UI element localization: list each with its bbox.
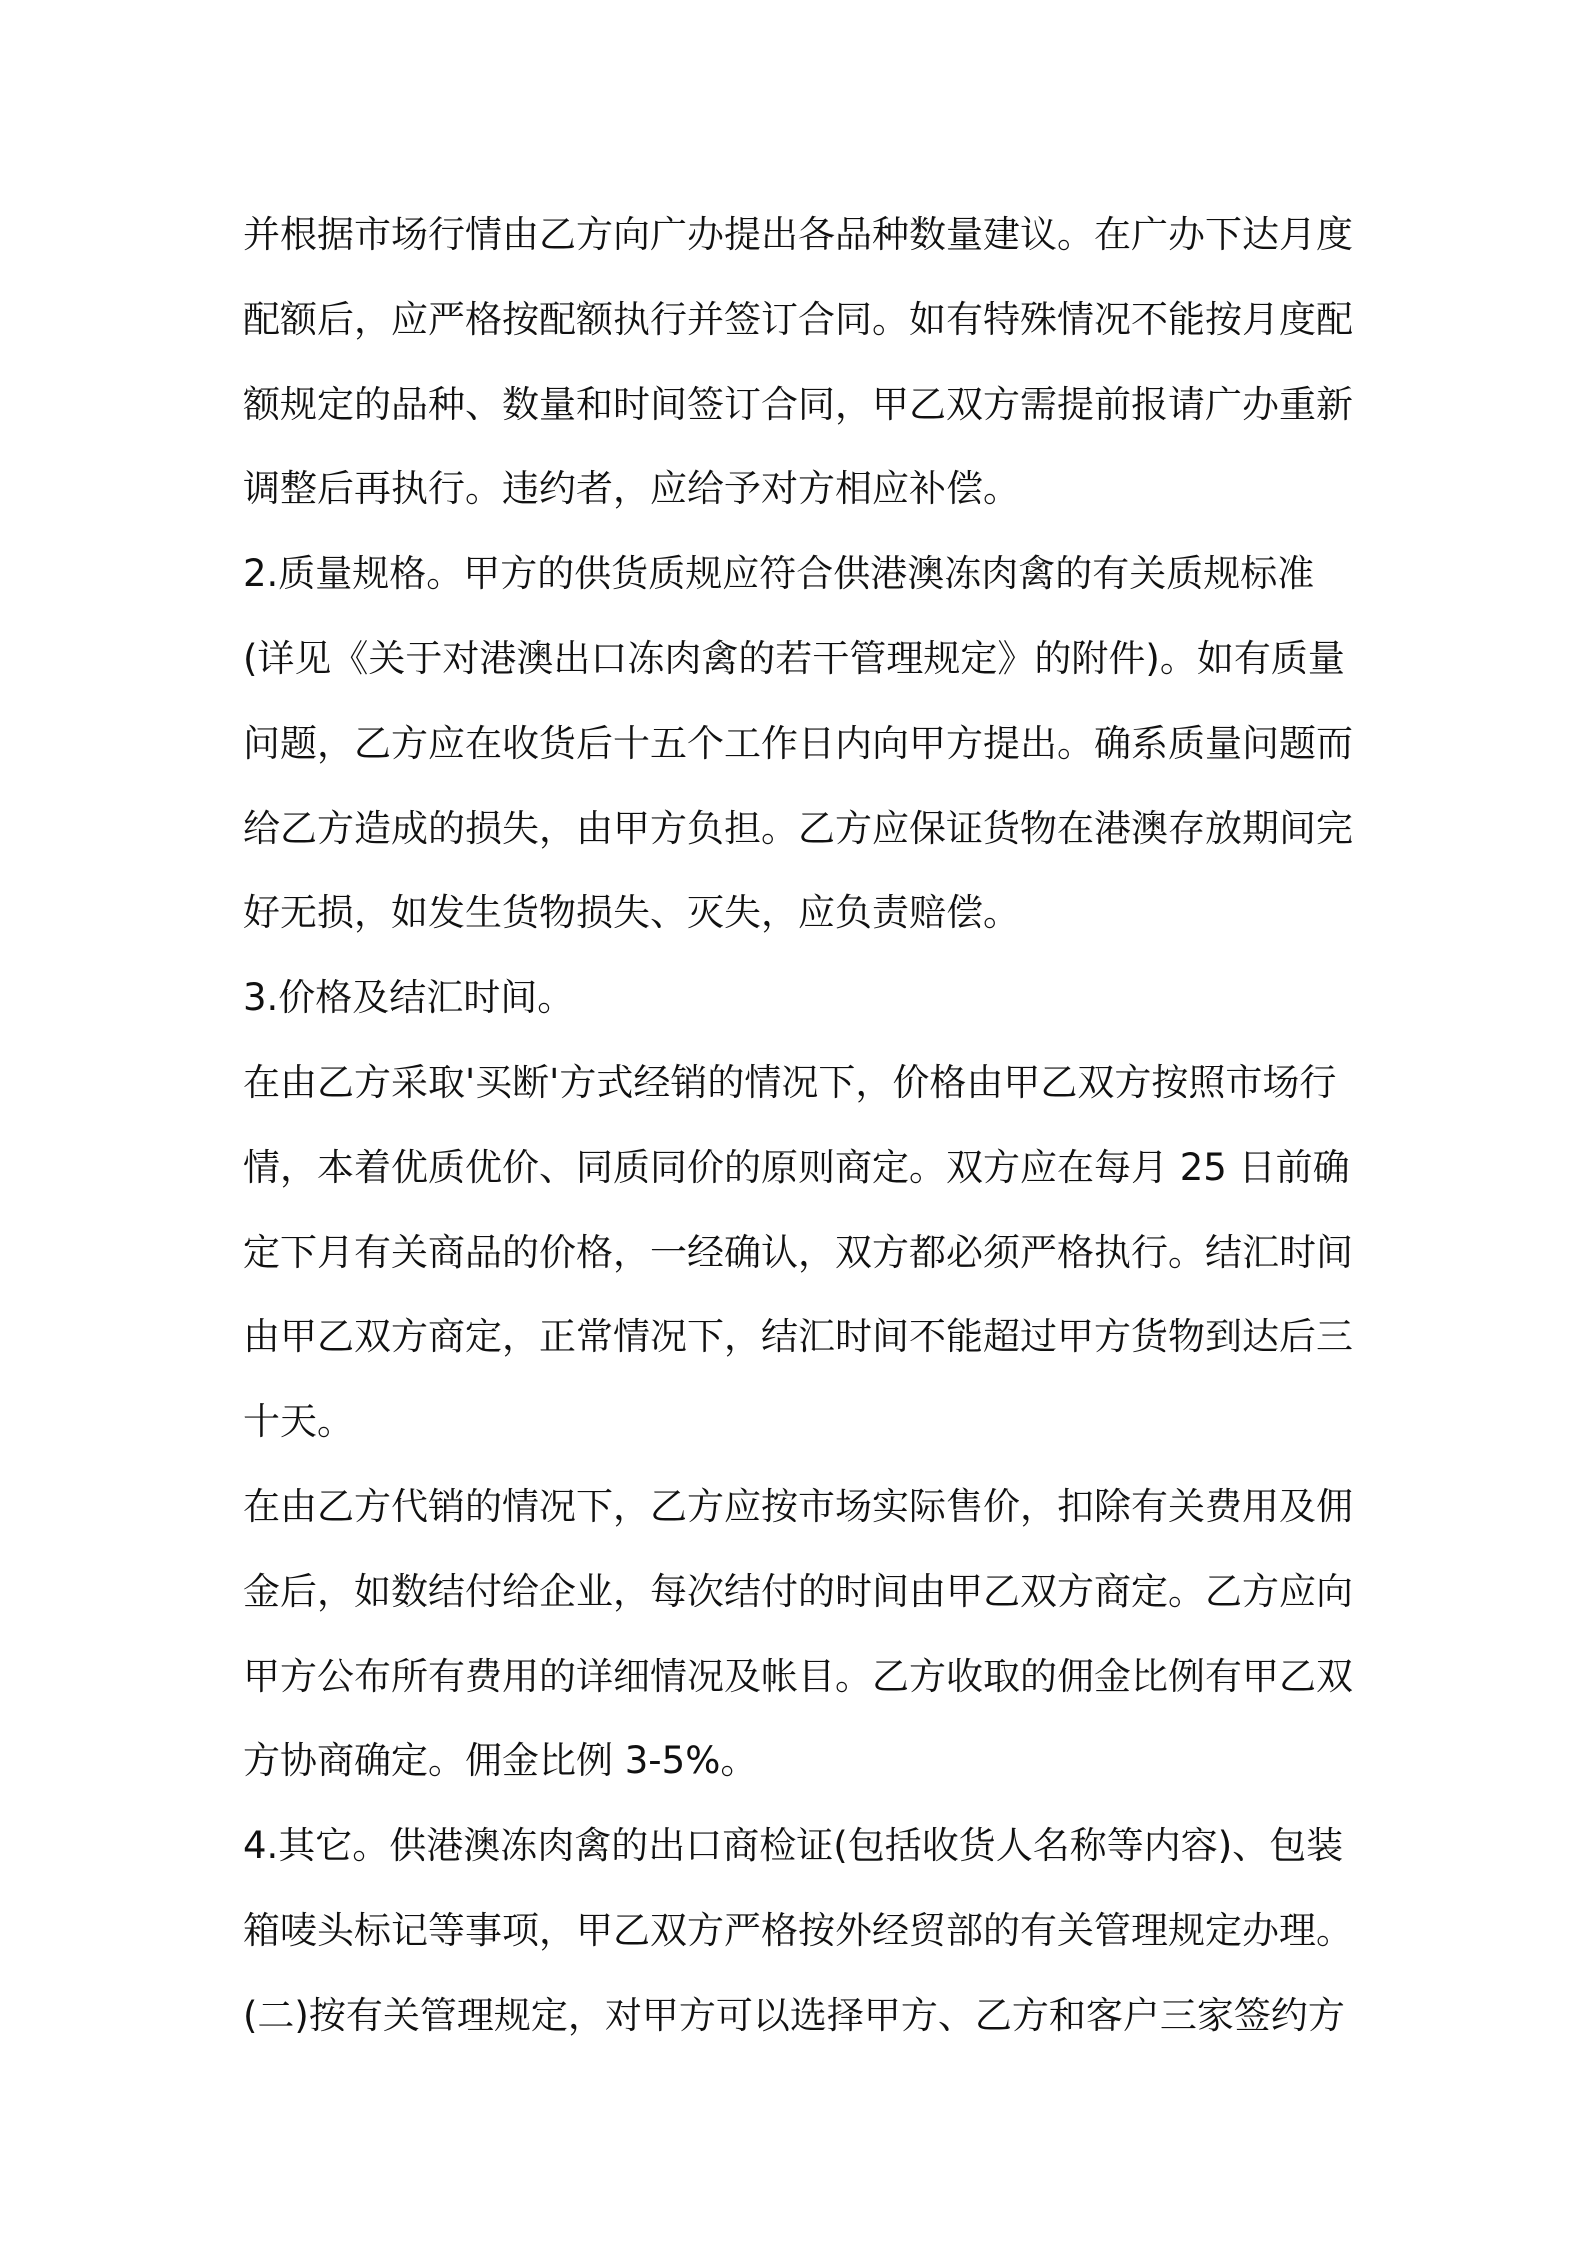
- text-line: 调整后再执行。违约者，应给予对方相应补偿。: [243, 467, 1020, 511]
- text-line: 由甲乙双方商定，正常情况下，结汇时间不能超过甲方货物到达后三: [243, 1315, 1353, 1359]
- text-line: 在由乙方代销的情况下，乙方应按市场实际售价，扣除有关费用及佣: [243, 1484, 1353, 1528]
- text-line: 2.质量规格。甲方的供货质规应符合供港澳冻肉禽的有关质规标准: [243, 552, 1315, 596]
- text-line: 额规定的品种、数量和时间签订合同，甲乙双方需提前报请广办重新: [243, 382, 1353, 426]
- text-line: 十天。: [243, 1400, 354, 1444]
- text-line: (二)按有关管理规定，对甲方可以选择甲方、乙方和客户三家签约方: [243, 1993, 1345, 2037]
- text-line: 情，本着优质优价、同质同价的原则商定。双方应在每月 25 日前确: [243, 1145, 1350, 1189]
- document-body: [243, 193, 1363, 2059]
- text-line: 并根据市场行情由乙方向广办提出各品种数量建议。在广办下达月度: [243, 213, 1353, 256]
- text-line: 定下月有关商品的价格，一经确认，双方都必须严格执行。结汇时间: [243, 1230, 1353, 1274]
- section-heading: 3.价格及结汇时间。: [243, 976, 575, 1020]
- text-line: 配额后，应严格按配额执行并签订合同。如有特殊情况不能按月度配: [243, 297, 1353, 341]
- text-line: 给乙方造成的损失，由甲方负担。乙方应保证货物在港澳存放期间完: [243, 806, 1353, 850]
- paragraph-buyout-pricing: [243, 1041, 1363, 1465]
- paragraph-quality-spec: [243, 532, 1363, 956]
- text-line: (详见《关于对港澳出口冻肉禽的若干管理规定》的附件)。如有质量: [243, 636, 1345, 680]
- paragraph-quota-execution: [243, 193, 1363, 532]
- text-line: 在由乙方采取'买断'方式经销的情况下，价格由甲乙双方按照市场行: [243, 1060, 1337, 1104]
- paragraph-consignment: [243, 1465, 1363, 1804]
- text-line: 好无损，如发生货物损失、灭失，应负责赔偿。: [243, 891, 1020, 935]
- text-line: 甲方公布所有费用的详细情况及帐目。乙方收取的佣金比例有甲乙双: [243, 1654, 1353, 1698]
- paragraph-other: [243, 1804, 1363, 1974]
- text-line: 4.其它。供港澳冻肉禽的出口商检证(包括收货人名称等内容)、包装: [243, 1824, 1344, 1868]
- paragraph-signing-parties: [243, 1974, 1363, 2059]
- text-line: 箱唛头标记等事项，甲乙双方严格按外经贸部的有关管理规定办理。: [243, 1908, 1353, 1952]
- text-line: 方协商确定。佣金比例 3-5%。: [243, 1739, 758, 1783]
- text-line: 金后，如数结付给企业，每次结付的时间由甲乙双方商定。乙方应向: [243, 1569, 1353, 1613]
- text-line: 问题，乙方应在收货后十五个工作日内向甲方提出。确系质量问题而: [243, 721, 1353, 765]
- paragraph-price-heading: [243, 956, 1363, 1041]
